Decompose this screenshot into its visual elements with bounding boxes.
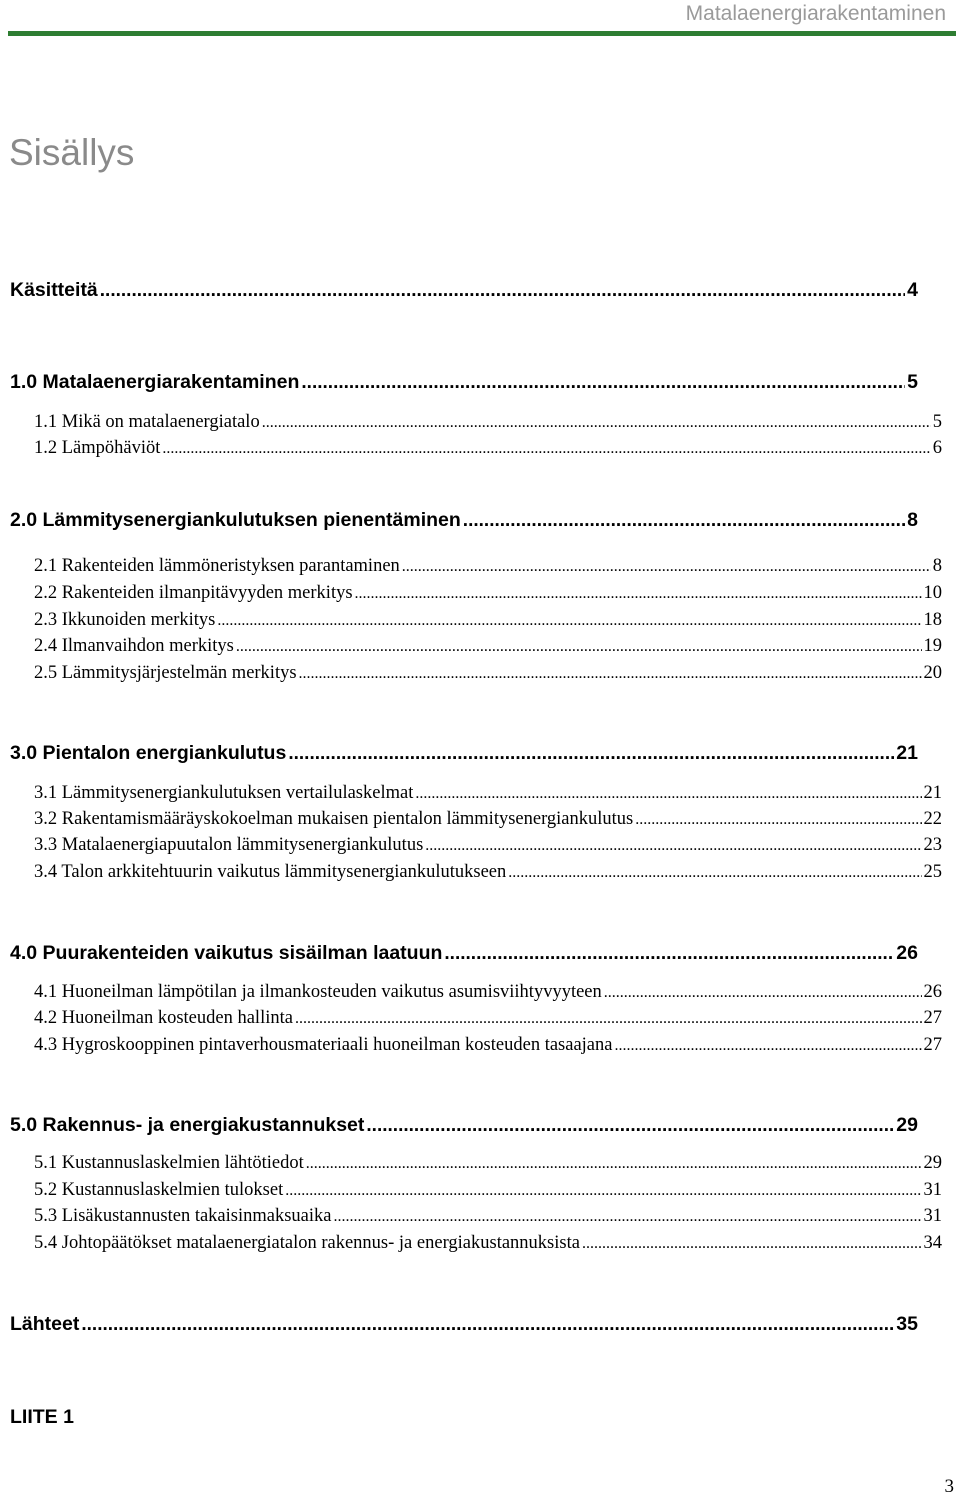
toc-entry-page: 25 — [923, 862, 942, 882]
toc-entry-page: 21 — [923, 783, 942, 803]
dot-leader — [299, 663, 922, 684]
dot-leader — [463, 509, 905, 532]
toc-entry-page: 27 — [923, 1035, 942, 1055]
toc-entry-label: 2.1 Rakenteiden lämmöneristyksen parantaminen — [34, 556, 400, 576]
appendix-label: LIITE 1 — [10, 1406, 74, 1428]
toc-entry-label: 2.0 Lämmitysenergiankulutuksen pienentäminen — [10, 509, 461, 531]
toc-entry[interactable] — [0, 509, 918, 532]
toc-entry[interactable] — [0, 942, 918, 965]
dot-leader — [635, 809, 921, 830]
toc-entry-label: Lähteet — [10, 1313, 80, 1335]
toc-entry[interactable] — [0, 412, 942, 433]
toc-entry-page: 8 — [932, 556, 942, 576]
dot-leader — [366, 1114, 894, 1137]
toc-entry-label: 5.2 Kustannuslaskelmien tulokset — [34, 1180, 284, 1200]
toc-entry[interactable] — [0, 556, 942, 577]
dot-leader — [236, 636, 922, 657]
toc-entry-page: 18 — [923, 610, 942, 630]
toc-entry[interactable] — [0, 1206, 942, 1227]
toc-entry[interactable] — [0, 1035, 942, 1056]
toc-entry-page: 26 — [923, 982, 942, 1002]
dot-leader — [162, 438, 930, 459]
toc-entry[interactable] — [0, 663, 942, 684]
toc-entry-label: 4.0 Puurakenteiden vaikutus sisäilman laatuun — [10, 942, 443, 964]
dot-leader — [285, 1180, 921, 1201]
toc-entry[interactable] — [0, 982, 942, 1003]
dot-leader — [355, 583, 922, 604]
dot-leader — [402, 556, 931, 577]
toc-entry-page: 22 — [923, 809, 942, 829]
dot-leader — [604, 982, 922, 1003]
toc-entry-page: 34 — [923, 1233, 942, 1253]
toc-entry-page: 19 — [923, 636, 942, 656]
toc-entry[interactable] — [0, 835, 942, 856]
toc-entry-label: 2.4 Ilmanvaihdon merkitys — [34, 636, 234, 656]
toc-entry-label: 3.3 Matalaenergiapuutalon lämmitysenergiankulutus — [34, 835, 424, 855]
toc-entry-page: 31 — [923, 1180, 942, 1200]
toc-entry-page: 10 — [923, 583, 942, 603]
toc-entry-label: 3.0 Pientalon energiankulutus — [10, 742, 287, 764]
toc-entry-label: 1.0 Matalaenergiarakentaminen — [10, 371, 300, 393]
toc-entry[interactable] — [0, 610, 942, 631]
toc-entry-page: 29 — [896, 1114, 918, 1136]
toc-entry[interactable] — [0, 1153, 942, 1174]
toc-entry-label: Käsitteitä — [10, 279, 98, 301]
dot-leader — [100, 279, 905, 302]
toc-entry-page: 8 — [907, 509, 918, 531]
toc-entry-label: 2.5 Lämmitysjärjestelmän merkitys — [34, 663, 297, 683]
dot-leader — [415, 783, 921, 804]
header-rule — [8, 31, 956, 36]
toc-entry-label: 4.2 Huoneilman kosteuden hallinta — [34, 1008, 293, 1028]
toc-entry-label: 1.2 Lämpöhäviöt — [34, 438, 161, 458]
toc-entry-label: 1.1 Mikä on matalaenergiatalo — [34, 412, 260, 432]
toc-entry-page: 4 — [907, 279, 918, 301]
toc-entry-page: 23 — [923, 835, 942, 855]
toc-entry[interactable] — [0, 438, 942, 459]
toc-entry[interactable] — [0, 279, 918, 302]
dot-leader — [425, 835, 921, 856]
toc-entry[interactable] — [0, 1313, 918, 1336]
toc-entry-page: 29 — [923, 1153, 942, 1173]
toc-entry-page: 5 — [907, 371, 918, 393]
toc-entry[interactable] — [0, 1180, 942, 1201]
toc-entry[interactable] — [0, 783, 942, 804]
dot-leader — [217, 610, 921, 631]
toc-entry-page: 21 — [896, 742, 918, 764]
dot-leader — [301, 371, 905, 394]
dot-leader — [81, 1313, 894, 1336]
toc-entry-page: 6 — [932, 438, 942, 458]
toc-entry-label: 3.1 Lämmitysenergiankulutuksen vertailulaskelmat — [34, 783, 414, 803]
toc-entry-label: 5.3 Lisäkustannusten takaisinmaksuaika — [34, 1206, 332, 1226]
toc-entry[interactable] — [0, 862, 942, 883]
dot-leader — [582, 1233, 922, 1254]
running-header: Matalaenergiarakentaminen — [685, 2, 946, 25]
toc-entry[interactable] — [0, 742, 918, 765]
toc-entry-label: 3.4 Talon arkkitehtuurin vaikutus lämmitysenergiankulutukseen — [34, 862, 507, 882]
toc-entry-page: 35 — [896, 1313, 918, 1335]
toc-entry[interactable] — [0, 583, 942, 604]
toc-entry[interactable] — [0, 636, 942, 657]
dot-leader — [262, 412, 931, 433]
toc-entry-page: 5 — [932, 412, 942, 432]
toc-entry-page: 26 — [896, 942, 918, 964]
dot-leader — [614, 1035, 921, 1056]
dot-leader — [306, 1153, 922, 1174]
dot-leader — [444, 942, 894, 965]
toc-entry-label: 5.1 Kustannuslaskelmien lähtötiedot — [34, 1153, 304, 1173]
toc-entry[interactable] — [0, 371, 918, 394]
toc-entry-label: 2.2 Rakenteiden ilmanpitävyyden merkitys — [34, 583, 353, 603]
toc-entry-page: 27 — [923, 1008, 942, 1028]
toc-entry-label: 4.3 Hygroskooppinen pintaverhousmateriaali huoneilman kosteuden tasaajana — [34, 1035, 613, 1055]
dot-leader — [288, 742, 894, 765]
toc-entry-label: 4.1 Huoneilman lämpötilan ja ilmankosteuden vaikutus asumisviihtyvyyteen — [34, 982, 602, 1002]
toc-entry[interactable] — [0, 1114, 918, 1137]
toc-entry-label: 3.2 Rakentamismääräyskokoelman mukaisen pientalon lämmitysenergiankulutus — [34, 809, 634, 829]
dot-leader — [333, 1206, 921, 1227]
toc-title: Sisällys — [9, 132, 135, 173]
page-number: 3 — [944, 1476, 954, 1497]
toc-entry-page: 31 — [923, 1206, 942, 1226]
toc-entry[interactable] — [0, 1233, 942, 1254]
dot-leader — [508, 862, 921, 883]
toc-entry-label: 5.4 Johtopäätökset matalaenergiatalon rakennus- ja energiakustannuksista — [34, 1233, 580, 1253]
toc-entry-label: 5.0 Rakennus- ja energiakustannukset — [10, 1114, 365, 1136]
toc-entry-page: 20 — [923, 663, 942, 683]
dot-leader — [295, 1008, 922, 1029]
toc-entry-label: 2.3 Ikkunoiden merkitys — [34, 610, 216, 630]
toc-entry[interactable] — [0, 1008, 942, 1029]
toc-entry[interactable] — [0, 809, 942, 830]
